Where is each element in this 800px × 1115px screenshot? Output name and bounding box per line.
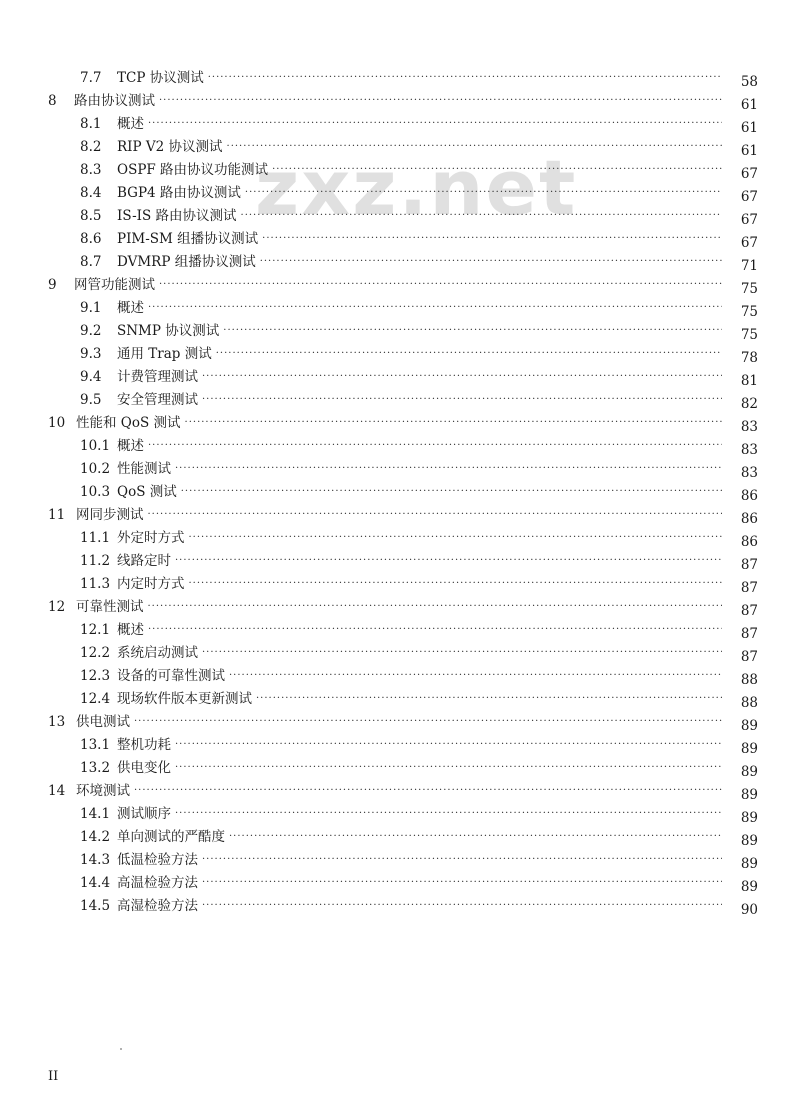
- toc-entry-page: 90: [740, 902, 758, 918]
- table-of-contents: [48, 64, 758, 918]
- toc-section-row: [48, 386, 758, 412]
- toc-section-row: [48, 363, 758, 389]
- toc-entry-number: 11.2: [80, 553, 111, 569]
- toc-entry-number: 9.1: [80, 300, 102, 316]
- toc-entry-number: 12: [48, 599, 66, 615]
- toc-entry-title: 供电变化: [117, 760, 171, 776]
- toc-entry-title: 测试顺序: [117, 806, 171, 822]
- toc-dot-leader: [223, 324, 722, 340]
- toc-entry-page: 88: [740, 672, 758, 688]
- toc-dot-leader: [229, 669, 722, 685]
- toc-entry-number: 12.1: [80, 622, 111, 638]
- toc-entry-number: 8.4: [80, 185, 102, 201]
- toc-dot-leader: [189, 531, 723, 547]
- toc-entry-title: 高湿检验方法: [117, 898, 198, 914]
- toc-entry-number: 14: [48, 783, 66, 799]
- toc-entry-title: BGP4 路由协议测试: [117, 185, 241, 201]
- toc-entry-page: 87: [740, 603, 758, 619]
- toc-entry-title: 网同步测试: [76, 507, 144, 523]
- scan-speck: [120, 1048, 122, 1050]
- toc-entry-page: 86: [740, 511, 758, 527]
- toc-entry-number: 9.4: [80, 369, 102, 385]
- toc-dot-leader: [202, 646, 722, 662]
- toc-entry-page: 67: [740, 235, 758, 251]
- toc-entry-number: 14.4: [80, 875, 111, 891]
- toc-entry-title: 环境测试: [76, 783, 130, 799]
- toc-entry-number: 8.1: [80, 116, 102, 132]
- toc-section-row: [48, 570, 758, 596]
- toc-entry-title: DVMRP 组播协议测试: [117, 254, 256, 270]
- toc-entry-page: 86: [740, 534, 758, 550]
- toc-entry-number: 8: [48, 93, 57, 109]
- toc-entry-number: 12.4: [80, 691, 111, 707]
- toc-dot-leader: [148, 301, 722, 317]
- toc-section-row: [48, 731, 758, 757]
- toc-dot-leader: [202, 370, 722, 386]
- toc-entry-number: 8.3: [80, 162, 102, 178]
- toc-section-row: [48, 294, 758, 320]
- toc-chapter-row: [48, 87, 758, 113]
- toc-entry-title: 单向测试的严酷度: [117, 829, 225, 845]
- toc-entry-page: 83: [740, 442, 758, 458]
- toc-entry-number: 8.2: [80, 139, 102, 155]
- toc-dot-leader: [202, 899, 722, 915]
- toc-dot-leader: [202, 876, 722, 892]
- toc-entry-title: 计费管理测试: [117, 369, 198, 385]
- toc-section-row: [48, 823, 758, 849]
- toc-entry-page: 82: [740, 396, 758, 412]
- toc-entry-page: 71: [740, 258, 758, 274]
- toc-entry-page: 67: [740, 189, 758, 205]
- toc-entry-title: 安全管理测试: [117, 392, 198, 408]
- toc-section-row: [48, 478, 758, 504]
- toc-entry-page: 87: [740, 626, 758, 642]
- toc-dot-leader: [175, 462, 722, 478]
- toc-entry-number: 10.1: [80, 438, 111, 454]
- toc-entry-title: IS-IS 路由协议测试: [117, 208, 237, 224]
- toc-entry-title: 网管功能测试: [74, 277, 155, 293]
- toc-entry-number: 8.7: [80, 254, 102, 270]
- toc-entry-page: 61: [740, 120, 758, 136]
- toc-entry-title: 线路定时: [117, 553, 171, 569]
- toc-entry-page: 75: [740, 327, 758, 343]
- toc-entry-title: OSPF 路由协议功能测试: [117, 162, 269, 178]
- toc-section-row: [48, 639, 758, 665]
- toc-entry-page: 87: [740, 649, 758, 665]
- toc-entry-title: 概述: [117, 300, 144, 316]
- toc-entry-page: 67: [740, 212, 758, 228]
- toc-entry-number: 9: [48, 277, 57, 293]
- toc-entry-title: 内定时方式: [117, 576, 185, 592]
- toc-entry-number: 11: [48, 507, 66, 523]
- toc-entry-page: 75: [740, 304, 758, 320]
- toc-entry-number: 11.3: [80, 576, 111, 592]
- toc-entry-number: 10.2: [80, 461, 111, 477]
- toc-entry-page: 61: [740, 97, 758, 113]
- toc-entry-title: 系统启动测试: [117, 645, 198, 661]
- toc-dot-leader: [175, 738, 722, 754]
- toc-dot-leader: [229, 830, 722, 846]
- toc-entry-page: 86: [740, 488, 758, 504]
- toc-entry-number: 13: [48, 714, 66, 730]
- toc-dot-leader: [148, 508, 723, 524]
- toc-entry-title: QoS 测试: [117, 484, 177, 500]
- toc-section-row: [48, 156, 758, 182]
- toc-entry-title: 可靠性测试: [76, 599, 144, 615]
- toc-entry-page: 89: [740, 718, 758, 734]
- toc-entry-page: 89: [740, 810, 758, 826]
- toc-entry-title: 整机功耗: [117, 737, 171, 753]
- toc-entry-title: RIP V2 协议测试: [117, 139, 223, 155]
- toc-entry-number: 14.3: [80, 852, 111, 868]
- toc-entry-title: 供电测试: [76, 714, 130, 730]
- toc-section-row: [48, 455, 758, 481]
- toc-entry-title: 概述: [117, 438, 144, 454]
- toc-entry-number: 8.6: [80, 231, 102, 247]
- toc-dot-leader: [175, 554, 722, 570]
- toc-dot-leader: [159, 278, 722, 294]
- toc-entry-title: 设备的可靠性测试: [117, 668, 225, 684]
- toc-dot-leader: [175, 761, 722, 777]
- toc-entry-page: 75: [740, 281, 758, 297]
- toc-chapter-row: [48, 777, 758, 803]
- toc-dot-leader: [241, 209, 722, 225]
- page-footer-number: II: [48, 1069, 59, 1084]
- toc-section-row: [48, 685, 758, 711]
- toc-section-row: [48, 432, 758, 458]
- toc-dot-leader: [227, 140, 722, 156]
- toc-section-row: [48, 524, 758, 550]
- toc-dot-leader: [148, 117, 722, 133]
- toc-entry-number: 12.3: [80, 668, 111, 684]
- toc-section-row: [48, 317, 758, 343]
- toc-entry-number: 10.3: [80, 484, 111, 500]
- toc-section-row: [48, 662, 758, 688]
- toc-entry-page: 83: [740, 419, 758, 435]
- toc-section-row: [48, 179, 758, 205]
- toc-entry-title: 外定时方式: [117, 530, 185, 546]
- toc-entry-number: 10: [48, 415, 66, 431]
- toc-dot-leader: [260, 255, 722, 271]
- toc-entry-title: 低温检验方法: [117, 852, 198, 868]
- toc-entry-number: 14.2: [80, 829, 111, 845]
- toc-entry-title: 概述: [117, 622, 144, 638]
- toc-dot-leader: [208, 71, 722, 87]
- toc-section-row: [48, 846, 758, 872]
- toc-entry-title: 性能和 QoS 测试: [76, 415, 181, 431]
- toc-entry-number: 14.5: [80, 898, 111, 914]
- toc-chapter-row: [48, 708, 758, 734]
- toc-dot-leader: [134, 715, 722, 731]
- toc-chapter-row: [48, 593, 758, 619]
- toc-entry-page: 61: [740, 143, 758, 159]
- toc-section-row: [48, 892, 758, 918]
- toc-entry-page: 78: [740, 350, 758, 366]
- toc-dot-leader: [134, 784, 722, 800]
- toc-dot-leader: [185, 416, 722, 432]
- toc-entry-page: 87: [740, 580, 758, 596]
- toc-entry-page: 89: [740, 879, 758, 895]
- toc-entry-page: 58: [740, 74, 758, 90]
- toc-entry-page: 89: [740, 856, 758, 872]
- toc-entry-title: PIM-SM 组播协议测试: [117, 231, 259, 247]
- toc-dot-leader: [202, 853, 722, 869]
- toc-entry-page: 83: [740, 465, 758, 481]
- toc-entry-page: 87: [740, 557, 758, 573]
- toc-section-row: [48, 225, 758, 251]
- toc-entry-title: 高温检验方法: [117, 875, 198, 891]
- toc-section-row: [48, 64, 758, 90]
- toc-dot-leader: [181, 485, 722, 501]
- toc-entry-title: SNMP 协议测试: [117, 323, 220, 339]
- toc-entry-page: 67: [740, 166, 758, 182]
- toc-dot-leader: [202, 393, 722, 409]
- toc-section-row: [48, 340, 758, 366]
- toc-dot-leader: [148, 439, 722, 455]
- toc-entry-page: 89: [740, 833, 758, 849]
- toc-dot-leader: [272, 163, 722, 179]
- watermark-logo: zxz.net: [255, 143, 578, 232]
- toc-entry-number: 7.7: [80, 70, 102, 86]
- toc-section-row: [48, 202, 758, 228]
- toc-entry-page: 89: [740, 764, 758, 780]
- toc-section-row: [48, 800, 758, 826]
- toc-dot-leader: [175, 807, 722, 823]
- toc-entry-title: 概述: [117, 116, 144, 132]
- toc-entry-title: 路由协议测试: [74, 93, 155, 109]
- toc-entry-page: 81: [740, 373, 758, 389]
- toc-section-row: [48, 248, 758, 274]
- toc-entry-number: 13.1: [80, 737, 111, 753]
- toc-section-row: [48, 616, 758, 642]
- toc-entry-page: 89: [740, 741, 758, 757]
- toc-dot-leader: [189, 577, 723, 593]
- toc-chapter-row: [48, 409, 758, 435]
- toc-dot-leader: [148, 600, 723, 616]
- toc-entry-page: 88: [740, 695, 758, 711]
- toc-entry-title: 通用 Trap 测试: [117, 346, 212, 362]
- toc-section-row: [48, 133, 758, 159]
- toc-dot-leader: [262, 232, 722, 248]
- toc-chapter-row: [48, 501, 758, 527]
- toc-entry-number: 14.1: [80, 806, 111, 822]
- toc-dot-leader: [148, 623, 722, 639]
- toc-section-row: [48, 754, 758, 780]
- toc-entry-number: 9.2: [80, 323, 102, 339]
- toc-section-row: [48, 547, 758, 573]
- toc-dot-leader: [159, 94, 722, 110]
- toc-entry-number: 9.3: [80, 346, 102, 362]
- toc-dot-leader: [245, 186, 722, 202]
- toc-entry-number: 9.5: [80, 392, 102, 408]
- toc-dot-leader: [256, 692, 722, 708]
- toc-entry-number: 8.5: [80, 208, 102, 224]
- toc-section-row: [48, 869, 758, 895]
- toc-chapter-row: [48, 271, 758, 297]
- toc-entry-number: 13.2: [80, 760, 111, 776]
- toc-dot-leader: [216, 347, 722, 363]
- toc-entry-page: 89: [740, 787, 758, 803]
- toc-entry-number: 11.1: [80, 530, 111, 546]
- toc-entry-title: 性能测试: [117, 461, 171, 477]
- toc-entry-number: 12.2: [80, 645, 111, 661]
- toc-section-row: [48, 110, 758, 136]
- toc-entry-title: TCP 协议测试: [117, 70, 204, 86]
- toc-entry-title: 现场软件版本更新测试: [117, 691, 252, 707]
